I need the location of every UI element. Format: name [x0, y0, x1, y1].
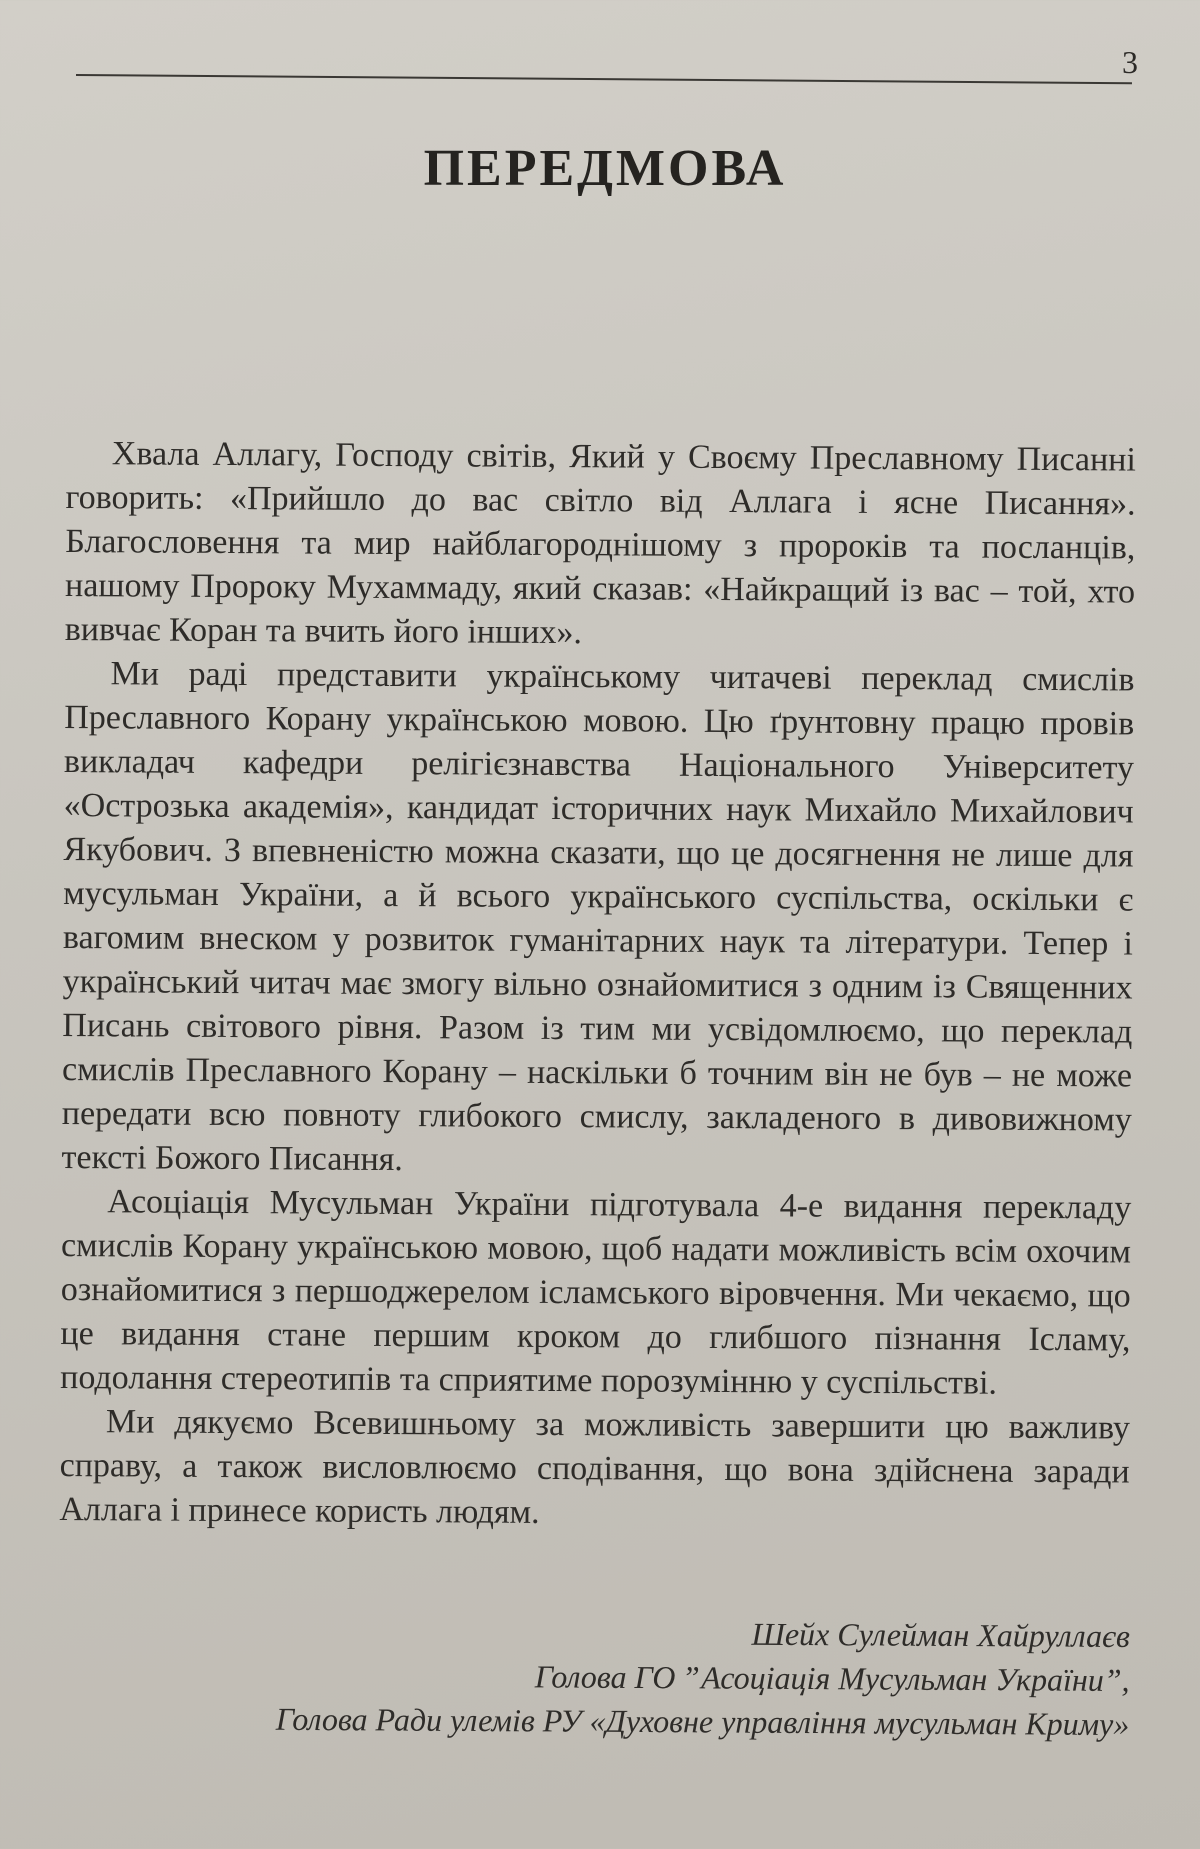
header-rule: [76, 74, 1132, 84]
page-title: ПЕРЕДМОВА: [423, 139, 787, 197]
signature-name: Шейх Сулейман Хайруллаєв: [751, 1615, 1130, 1654]
paragraph: Ми дякуємо Всевишньому за можливість завершити цю важливу справу, а також висловлюємо сподівання, що вона здійснена заради Аллага і принесе користь людям.: [59, 1403, 1131, 1531]
signature-position: Голова Ради улемів РУ «Духовне управління мусульман Криму»: [275, 1700, 1130, 1742]
paragraph: Хвала Аллагу, Господу світів, Який у Своєму Преславному Писанні говорить: «Прийшло до вас світло від Аллага і ясне Писання». Благословення та мир найблагороднішому з пророків та посланців, нашому Пророку Мухаммаду, який сказав: «Найкращий із вас – той, хто вивчає Коран та вчить його інших».: [64, 435, 1136, 652]
page-number: 3: [1122, 44, 1138, 80]
preface-body: [59, 432, 1136, 1539]
paragraph: Асоціація Мусульман України підготувала 4-е видання перекладу смислів Корану українською мовою, щоб надати можливість всім охочим ознайомитися з першоджерелом ісламського віровчення. Ми чекаємо, що це видання стане першим кроком до глибшого пізнання Ісламу, подолання стереотипів та сприятиме порозумінню у суспільстві.: [60, 1183, 1132, 1402]
signature-position: Голова ГО ˮАсоціація Мусульман України”,: [534, 1658, 1130, 1698]
paragraph: Ми раді представити українському читачеві переклад смислів Преславного Корану українською мовою. Цю ґрунтовну працю провів викладач кафедри релігієзнавства Національного Університету «Острозька академія», кандидат історичних наук Михайло Михайлович Якубович. З впевненістю можна сказати, що це досягнення не лише для мусульман України, а й всього українського суспільства, оскільки є вагомим внеском у розвиток гуманітарних наук та літератури. Тепер і український читач має змогу вільно ознайомитися з одним із Священних Писань світового рівня. Разом із тим ми усвідомлюємо, що переклад смислів Преславного Корану – наскільки б точним він не був – не може передати всю повноту глибокого смислу, закладеного в дивовижному тексті Божого Писання.: [61, 655, 1135, 1179]
signature-block: [89, 1608, 1130, 1746]
